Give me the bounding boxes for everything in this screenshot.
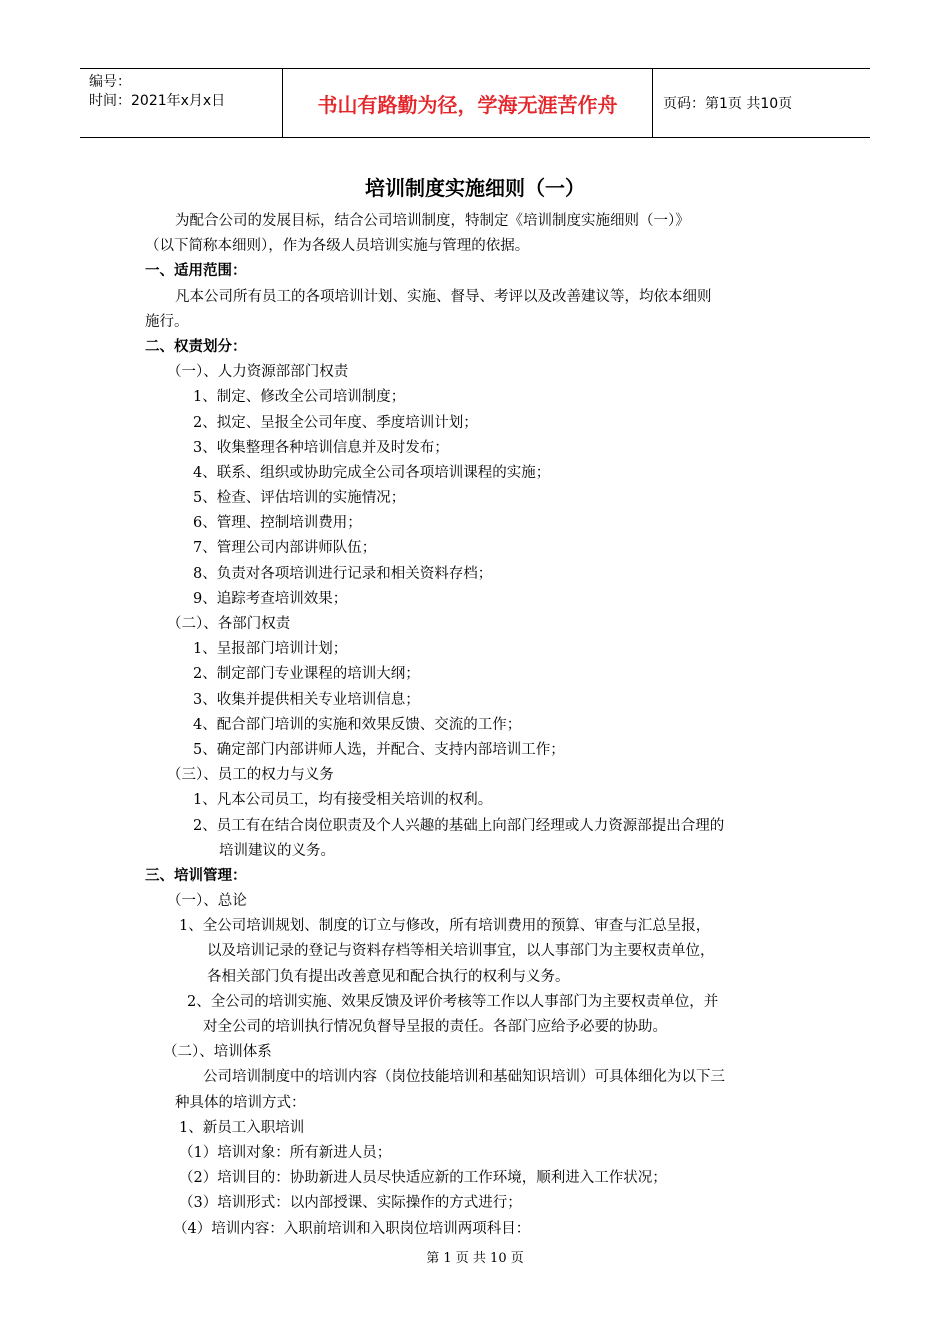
body-line: （一）、人力资源部部门权责 — [167, 364, 349, 381]
header-page-info: 页码：第1页 共10页 — [663, 96, 793, 112]
document-body — [145, 209, 810, 1242]
body-line: 为配合公司的发展目标，结合公司培训制度，特制定《培训制度实施细则（一）》 — [175, 213, 690, 229]
body-line: （一）、总论 — [167, 893, 247, 910]
body-line: （三）、员工的权力与义务 — [167, 767, 334, 784]
body-line: （二）、各部门权责 — [167, 616, 291, 632]
document-title: 培训制度实施细则（一） — [365, 176, 585, 200]
body-line: 8、负责对各项培训进行记录和相关资料存档； — [193, 565, 493, 582]
document-time-label: 时间：2021年x月x日 — [89, 93, 226, 109]
body-line: （3）培训形式：以内部授课、实际操作的方式进行； — [179, 1195, 522, 1212]
section-heading: 三、培训管理： — [145, 867, 247, 884]
body-line: 7、管理公司内部讲师队伍； — [193, 540, 377, 557]
body-line: 种具体的培训方式： — [175, 1094, 306, 1111]
body-line: 9、追踪考查培训效果； — [193, 590, 348, 607]
body-line: 2、全公司的培训实施、效果反馈及评价考核等工作以人事部门为主要权责单位，并 — [187, 993, 719, 1010]
body-line: 2、拟定、呈报全公司年度、季度培训计划； — [193, 414, 478, 431]
body-line: 2、员工有在结合岗位职责及个人兴趣的基础上向部门经理或人力资源部提出合理的 — [193, 817, 725, 834]
body-line: （2）培训目的：协助新进人员尽快适应新的工作环境，顺利进入工作状况； — [179, 1170, 667, 1187]
body-line: 以及培训记录的登记与资料存档等相关培训事宜，以人事部门为主要权责单位， — [207, 943, 715, 960]
body-line: 1、全公司培训规划、制度的订立与修改，所有培训费用的预算、审查与汇总呈报， — [179, 918, 711, 935]
body-line: 公司培训制度中的培训内容（岗位技能培训和基础知识培训）可具体细化为以下三 — [203, 1069, 725, 1086]
body-line: 1、新员工入职培训 — [179, 1119, 305, 1136]
body-line: 施行。 — [145, 313, 189, 330]
body-line: （4）培训内容：入职前培训和入职岗位培训两项科目： — [173, 1220, 531, 1237]
body-line: 1、呈报部门培训计划； — [193, 641, 348, 658]
body-line: 对全公司的培训执行情况负督导呈报的责任。各部门应给予必要的协助。 — [203, 1019, 667, 1035]
header-meta — [80, 69, 282, 137]
document-number-label: 编号： — [89, 74, 131, 90]
page-header — [80, 68, 870, 138]
body-line: （1）培训对象：所有新进人员； — [179, 1144, 392, 1161]
body-line: 1、凡本公司员工，均有接受相关培训的权利。 — [193, 792, 493, 809]
body-line: 2、制定部门专业课程的培训大纲； — [193, 666, 420, 683]
section-heading: 二、权责划分： — [145, 338, 247, 355]
body-line: 6、管理、控制培训费用； — [193, 515, 362, 532]
body-line: 5、确定部门内部讲师人选，并配合、支持内部培训工作； — [193, 741, 565, 758]
body-line: 各相关部门负有提出改善意见和配合执行的权利与义务。 — [207, 968, 570, 985]
body-line: （二）、培训体系 — [163, 1044, 272, 1061]
body-line: 3、收集并提供相关专业培训信息； — [193, 691, 420, 708]
body-line: 5、检查、评估培训的实施情况； — [193, 490, 406, 507]
body-line: 4、联系、组织或协助完成全公司各项培训课程的实施； — [193, 464, 551, 481]
body-line: 4、配合部门培训的实施和效果反馈、交流的工作； — [193, 716, 522, 733]
body-line: （以下简称本细则），作为各级人员培训实施与管理的依据。 — [145, 238, 530, 255]
body-line: 1、制定、修改全公司培训制度； — [193, 389, 406, 406]
header-motto: 书山有路勤为径，学海无涯苦作舟 — [282, 69, 653, 137]
body-line: 培训建议的义务。 — [219, 842, 335, 859]
body-line: 凡本公司所有员工的各项培训计划、实施、督导、考评以及改善建议等，均依本细则 — [175, 288, 712, 305]
body-line: 3、收集整理各种培训信息并及时发布； — [193, 439, 449, 456]
section-heading: 一、适用范围： — [145, 263, 247, 280]
page-footer: 第 1 页 共 10 页 — [426, 1251, 524, 1266]
